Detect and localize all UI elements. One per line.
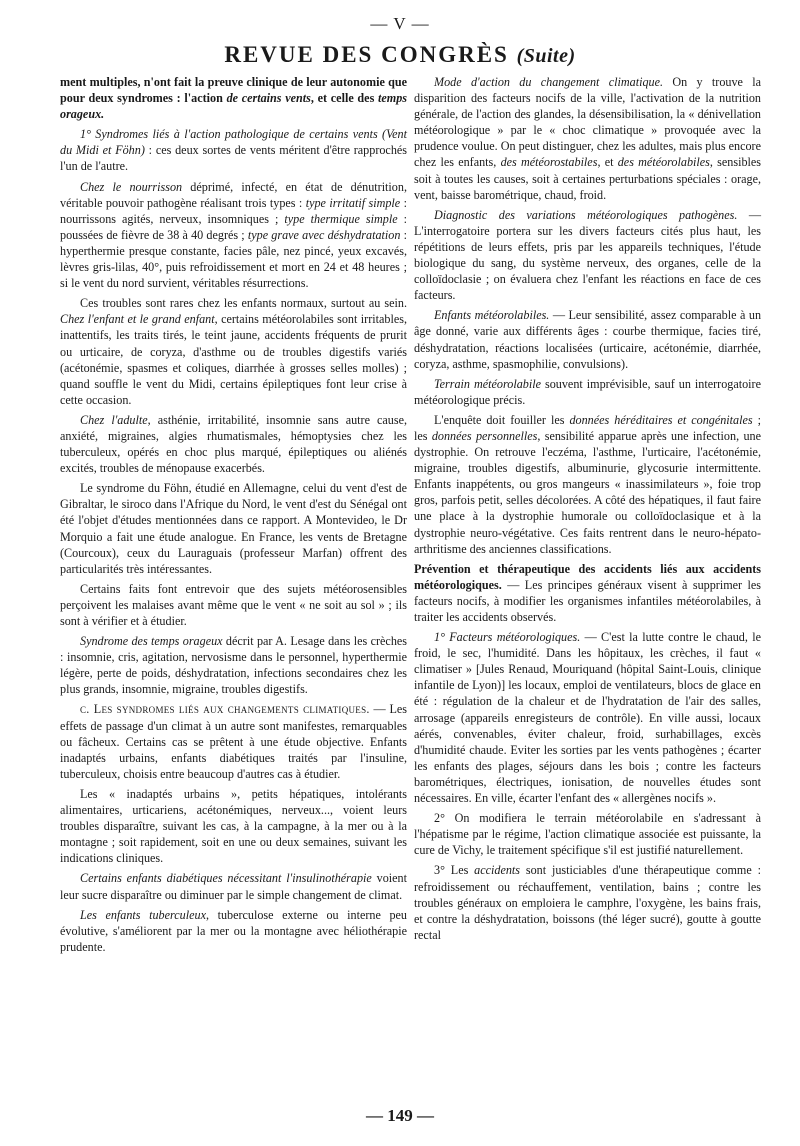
paragraph: Ces troubles sont rares chez les enfants normaux, surtout au sein. Chez l'enfant et le grand enfant, certains météorolabiles sont irritables, inattentifs, les traits tirés, le teint jaune, accidents fréquents de prurit ou urticaire, de coryza, d'asthme ou de troubles digestifs variés (acétonémie, spasmes et coliques, diarrhée à grosses selles molles) ; quand souffle le vent du Midi, certains épileptiques font leur crise à cette occasion. (60, 296, 407, 407)
paragraph: Chez le nourrisson déprimé, infecté, en état de dénutrition, véritable pouvoir pathogène réalisant trois types : type irritatif simple : nourrissons agités, nerveux, insomniques ; type thermique simple : poussées de fièvre de 38 à 40 degrés ; type grave avec déshydratation : hyperthermie presque constante, facies pâle, nez pincé, yeux excavés, lèvres gris-lilas, 40°, puis refroidissement et mort en 24 et 48 heures ; si le vent du nord survient, véritables résurrections. (60, 179, 407, 291)
paragraph: Les enfants tuberculeux, tuberculose externe ou interne peu évolutive, s'améliorent par la mer ou la montagne avec héliothérapie prudente. (60, 907, 407, 954)
paragraph: Prévention et thérapeutique des accidents liés aux accidents météorologiques. — Les principes généraux visent à supprimer les facteurs nocifs, à modifier les organismes infantiles météorolabiles, à traiter les accidents observés. (414, 561, 761, 624)
paragraph: Syndrome des temps orageux décrit par A. Lesage dans les crèches : insomnie, cris, agitation, nervosisme dans le personnel, hyperthermie légère, perte de poids, déshydratation, infections secondaires chez les plus grands, insomnie, migraine, troubles digestifs. (60, 634, 408, 697)
paragraph: L'enquête doit fouiller les données héréditaires et congénitales ; les données personnelles, sensibilité apparue après une infection, une dystrophie. On retrouve l'eczéma, l'asthme, l'urticaire, l'acétonémie, migraine, troubles digestifs, albuminurie, glycosurie intermittente. Enfants inappétents, ou gros mangeurs « inassimilateurs », foie trop gros, parfois petit, selles décolorées. A côté des hépatiques, il faut faire une place à la dystrophie humorale ou colloïdoclasique et à la dystrophie neuro-végétative. Ces faits rentrent dans le neuro-hépato-arthritisme des anciennes classifications. (414, 412, 761, 556)
paragraph: 2° On modifiera le terrain météorolabile en s'adressant à l'hépatisme par le régime, l'action climatique associée est puissante, la cure de Vichy, le traitement spécifique s'il est justifié naturellement. (414, 811, 761, 858)
page-title (0, 42, 800, 68)
paragraph: Terrain météorolabile souvent imprévisible, sauf un interrogatoire météorologique précis. (414, 376, 761, 407)
right-column (414, 74, 761, 947)
left-column (60, 74, 407, 959)
paragraph: Les « inadaptés urbains », petits hépatiques, intolérants alimentaires, urticariens, acétonémiques, nerveux..., voient leurs troubles disparaître, suivant les cas, à la campagne, à la mer ou à la montagne ; soit rapidement, soit en une ou deux semaines, suivant les indications cliniques. (60, 786, 407, 866)
paragraph: 3° Les accidents sont justiciables d'une thérapeutique comme : refroidissement ou réchauffement, ventilation, bains ; contre les troubles généraux on emploiera le camphre, l'oxygène, les bains frais, et contre la déshydratation, boissons (thé léger sucré), goutte à goutte rectal (414, 863, 761, 942)
paragraph: Le syndrome du Föhn, étudié en Allemagne, celui du vent d'est de Gibraltar, le siroco dans l'Afrique du Nord, le vent d'est du Sénégal ont été l'objet d'études mentionnées dans ce rapport. A Montevideo, le Dr Morquio a fait une étude analogue. En France, les vents de Bretagne (Courcoux), ceux du Lauraguais (professeur Marfan) offrent des particularités très intéressantes. (60, 481, 407, 576)
paragraph: Chez l'adulte, asthénie, irritabilité, insomnie sans autre cause, anxiété, migraines, algies rhumatismales, hémoptysies chez les tuberculeux, opérés en choc plus marqué, épileptiques ou aliénés excités, troubles de ménopause exacerbés. (60, 412, 407, 476)
paragraph: 1° Facteurs météorologiques. — C'est la lutte contre le chaud, le froid, le sec, l'humidité. Dans les hôpitaux, les crèches, il faut « climatiser » [Jules Renaud, Mouriquand (hôpital Saint-Louis, clinique infantile de Lyon)] les locaux, emploi de ventilateurs, blocs de glace en été : régulation de la chaleur et de l'hydratation de l'air des salles, arrosage (appareils enregisteurs de contrôle). En ville aussi, locaux aérés, convenables, éviter chaleur, froid, surhabillages, excès d'humidité chaude. Eviter les sorties par les vents pathogènes ; écarter les enfants des plages, séjours dans les bois ; contre les facteurs barométriques, électriques, ionisation, de nouvelles études sont nécessaires. En ville, écarter l'enfant des « allergènes nocifs ». (414, 630, 761, 806)
paragraph: Mode d'action du changement climatique. On y trouve la disparition des facteurs nocifs de la ville, l'activation de la nutrition générale, de l'action des glandes, la désensibilisation, la « dénivellation météorologique » par le « choc climatique » provoquée avec la prudence voulue. On peut distinguer, chez les adultes, mais plus encore chez les enfants, des météorostabiles, et des météorolabiles, sensibles soit à toutes les causes, soit à certaines perturbations spéciales : orage, vent, baisse barométrique, chaud, froid. (414, 75, 761, 202)
paragraph: Diagnostic des variations météorologiques pathogènes. — L'interrogatoire portera sur les divers facteurs cités plus haut, les répétitions de leurs effets, pris par les appareils techniques, l'étude biologique du sang, du système nerveux, des organes, celle de la colloïdoclasie ; on évaluera chez l'enfant les réactions en face de ces facteurs. (414, 207, 761, 303)
section-roman-numeral: — V — (370, 14, 430, 33)
title-main: REVUE DES CONGRÈS (224, 42, 509, 67)
title-suffix: (Suite) (516, 45, 576, 67)
paragraph: Enfants météorolabiles. — Leur sensibilité, assez comparable à un âge donné, varie aux différents âges : courbe thermique, facies tiré, déshydratation, réactions localisées (urticaire, acétonémie, diarrhée, coryza, asthme, spasmophilie, convulsions). (414, 308, 762, 371)
paragraph: ment multiples, n'ont fait la preuve clinique de leur autonomie que pour deux syndromes : l'action de certains vents, et celle des temps orageux. (60, 75, 408, 122)
page-number: — 149 — (366, 1106, 434, 1125)
paragraph: c. Les syndromes liés aux changements climatiques. — Les effets de passage d'un climat à un autre sont manifestes, remarquables ou fâcheux. Certains cas se prêtent à une étude objective. Enfants inadaptés urbains, enfants diabétiques traités par l'insuline, tuberculeux, choisis entre beaucoup d'autres cas à étudier. (60, 702, 407, 781)
paragraph: 1° Syndromes liés à l'action pathologique de certains vents (Vent du Midi et Föhn) : ces deux sortes de vents méritent d'être rapprochés l'un de l'autre. (60, 127, 407, 174)
paragraph: Certains enfants diabétiques nécessitant l'insulinothérapie voient leur sucre disparaître ou diminuer par le simple changement de climat. (60, 871, 407, 902)
paragraph: Certains faits font entrevoir que des sujets météorosensibles perçoivent les malaises avant même que le vent « ne soit au sol » ; ils sont à vérifier et à étudier. (60, 581, 407, 628)
